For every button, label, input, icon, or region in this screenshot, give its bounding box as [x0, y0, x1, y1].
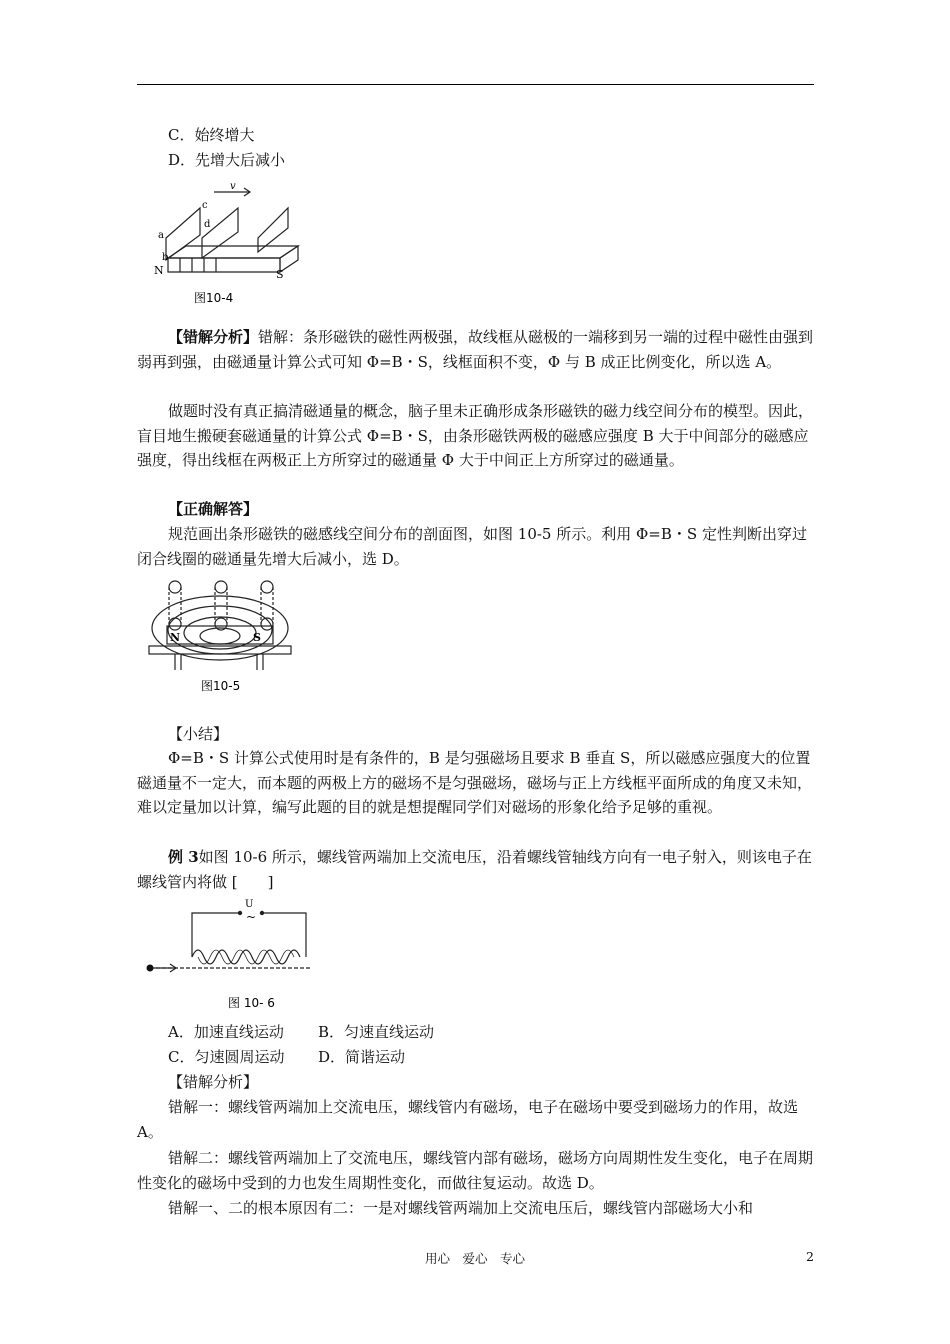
wrong-solution-2: 错解二：螺线管两端加上了交流电压，螺线管内部有磁场，磁场方向周期性发生变化，电子在周期性变化的磁场中受到的力也发生周期性变化，而做往复运动。故选 D。: [137, 1149, 814, 1192]
option-b: B．匀速直线运动: [318, 1023, 435, 1041]
summary-text: Φ=B・S 计算公式使用时是有条件的，B 是匀强磁场且要求 B 垂直 S，所以磁感应强度大的位置磁通量不一定大，而本题的两极上方的磁场不是匀强磁场，磁场与正上方线框平面所成的角度又未知，难以定量加以计算，编写此题的目的就是想提醒同学们对磁场的形象化给予足够的重视。: [137, 749, 813, 816]
example3-text: 如图 10-6 所示，螺线管两端加上交流电压，沿着螺线管轴线方向有一电子射入，则该电子在螺线管内将做 [ ]: [137, 848, 812, 891]
example3-label: 例 3: [168, 848, 199, 866]
fig2-caption: 图10-5: [201, 679, 241, 693]
electron-dot: [147, 965, 154, 972]
wrong-analysis-2-heading: 【错解分析】: [168, 1073, 259, 1091]
header-rule: [137, 84, 814, 85]
fig2-label-s: S: [253, 631, 261, 644]
fig1-caption: 图10-4: [194, 291, 234, 305]
fig1-label-d: d: [204, 219, 211, 230]
wrong-solution-1: 错解一：螺线管两端加上交流电压，螺线管内有磁场，电子在磁场中要受到磁场力的作用，故选 A。: [137, 1098, 799, 1141]
reason-paragraph: 做题时没有真正搞清磁通量的概念，脑子里未正确形成条形磁铁的磁力线空间分布的模型。因此，盲目地生搬硬套磁通量的计算公式 Φ=B・S，由条形磁铁两极的磁感应强度 B 大于中间部分的磁感应强度，得出线框在两极正上方所穿过的磁通量 Φ 大于中间正上方所穿过的磁通量。: [137, 402, 814, 469]
fig3-label-ac: ~: [246, 910, 257, 924]
option-a: A．加速直线运动: [168, 1023, 284, 1041]
correct-text: 规范画出条形磁铁的磁感线空间分布的剖面图，如图 10-5 所示。利用 Φ=B・S 定性判断出穿过闭合线圈的磁通量先增大后减小，选 D。: [137, 525, 807, 568]
option-c: C．匀速圆周运动: [168, 1048, 285, 1066]
wrong-analysis-1-heading: 【错解分析】: [168, 328, 259, 346]
fig3-label-u: U: [245, 899, 254, 910]
figure-10-5: [145, 578, 295, 696]
page-number: 2: [806, 1249, 814, 1264]
fig3-caption: 图 10- 6: [228, 996, 275, 1010]
wrong-analysis-1: [137, 325, 814, 374]
footer-motto: 用心 爱心 专心: [424, 1251, 525, 1266]
fig1-label-a: a: [158, 230, 164, 241]
fig1-label-s: S: [276, 268, 284, 281]
fig2-label-n: N: [170, 631, 181, 644]
example3-paragraph: [137, 845, 814, 894]
figure-10-6: [140, 895, 320, 1015]
fig1-label-v: v: [230, 181, 236, 192]
fig1-label-b: b: [162, 252, 169, 263]
summary-heading: 【小结】: [168, 725, 229, 743]
wrong-analysis-1-text: 错解：条形磁铁的磁性两极强，故线框从磁极的一端移到另一端的过程中磁性由强到弱再到强，由磁通量计算公式可知 Φ=B・S，线框面积不变，Φ 与 B 成正比例变化，所以选 A。: [137, 328, 814, 371]
option-d-top: D．先增大后减小: [168, 151, 286, 169]
option-d: D．简谐运动: [318, 1048, 406, 1066]
correct-heading: 【正确解答】: [168, 500, 259, 518]
fig1-label-n: N: [154, 264, 164, 277]
root-cause-text: 错解一、二的根本原因有二：一是对螺线管两端加上交流电压后，螺线管内部磁场大小和: [168, 1199, 754, 1217]
figure-10-4: [150, 180, 310, 310]
option-c-top: C．始终增大: [168, 126, 255, 144]
fig1-label-c: c: [202, 200, 208, 211]
